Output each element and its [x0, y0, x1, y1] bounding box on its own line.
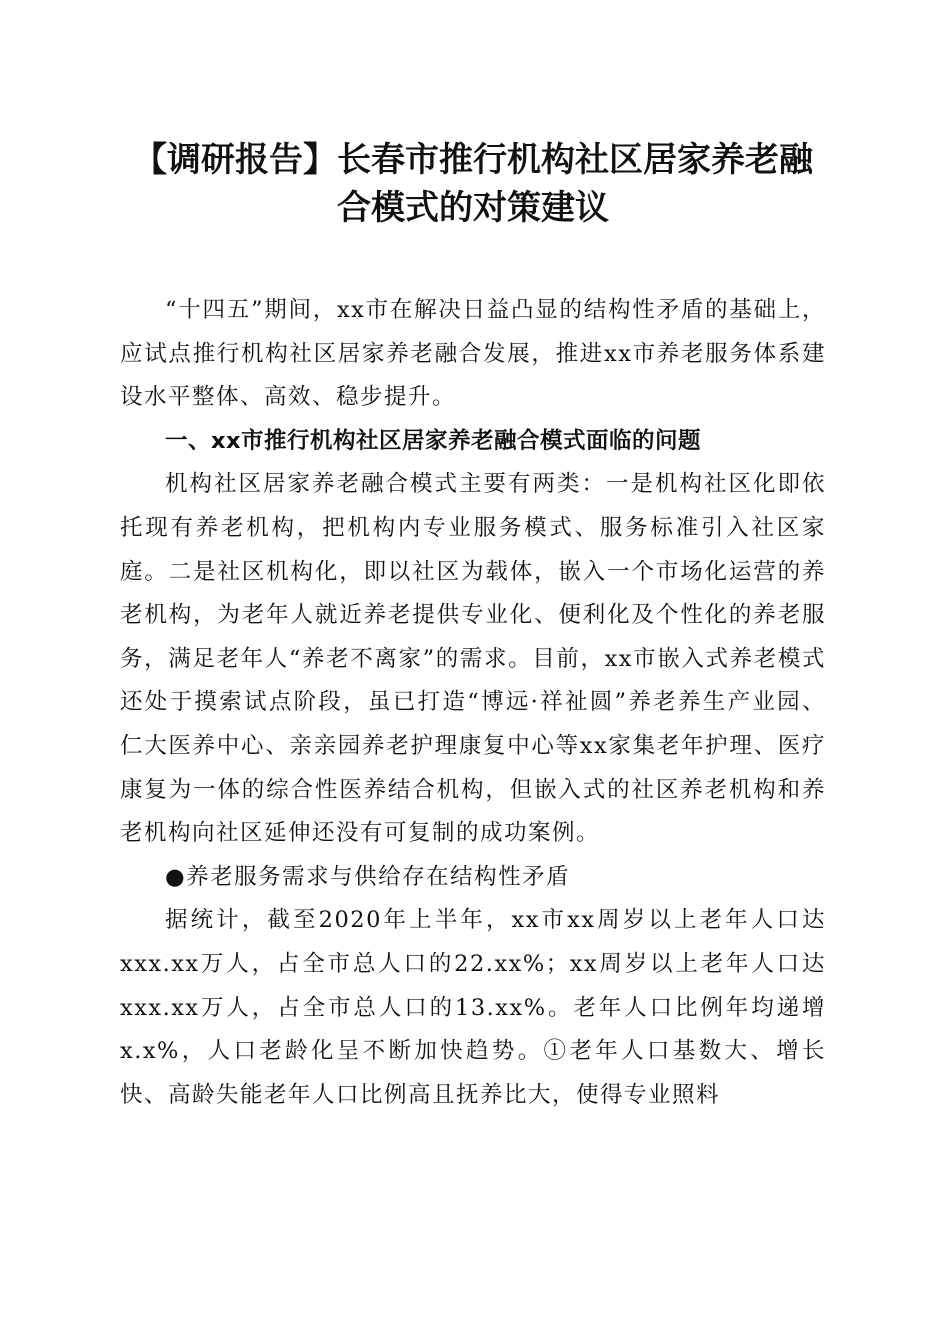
section-heading-1: 一、xx市推行机构社区居家养老融合模式面临的问题 — [165, 427, 702, 454]
document-title: 【调研报告】长春市推行机构社区居家养老融合模式的对策建议 — [133, 140, 813, 228]
statistics-paragraph: 据统计，截至2020年上半年，xx市xx周岁以上老年人口达xxx.xx万人，占全市总人口的22.xx%；xx周岁以上老年人口达xxx.xx万人，占全市总人口的13.xx%。老年人口比例年均递增x.x%，人口老龄化呈不断加快趋势。①老年人口基数大、增长快、高龄失能老年人口比例高且抚养比大，使得专业照料 — [120, 907, 826, 1108]
document-page — [120, 136, 826, 1117]
section-1-paragraph: 机构社区居家养老融合模式主要有两类：一是机构社区化即依托现有养老机构，把机构内专业服务模式、服务标准引入社区家庭。二是社区机构化，即以社区为载体，嵌入一个市场化运营的养老机构，为老年人就近养老提供专业化、便利化及个性化的养老服务，满足老年人“养老不离家”的需求。目前，xx市嵌入式养老模式还处于摸索试点阶段，虽已打造“博远·祥祉圆”养老养生产业园、仁大医养中心、亲亲园养老护理康复中心等xx家集老年护理、医疗康复为一体的综合性医养结合机构，但嵌入式的社区养老机构和养老机构向社区延伸还没有可复制的成功案例。 — [120, 471, 826, 847]
intro-paragraph: “十四五”期间，xx市在解决日益凸显的结构性矛盾的基础上，应试点推行机构社区居家养老融合发展，推进xx市养老服务体系建设水平整体、高效、稳步提升。 — [120, 297, 826, 411]
bullet-heading-1: ●养老服务需求与供给存在结构性矛盾 — [165, 863, 571, 890]
document-body — [120, 289, 826, 1117]
